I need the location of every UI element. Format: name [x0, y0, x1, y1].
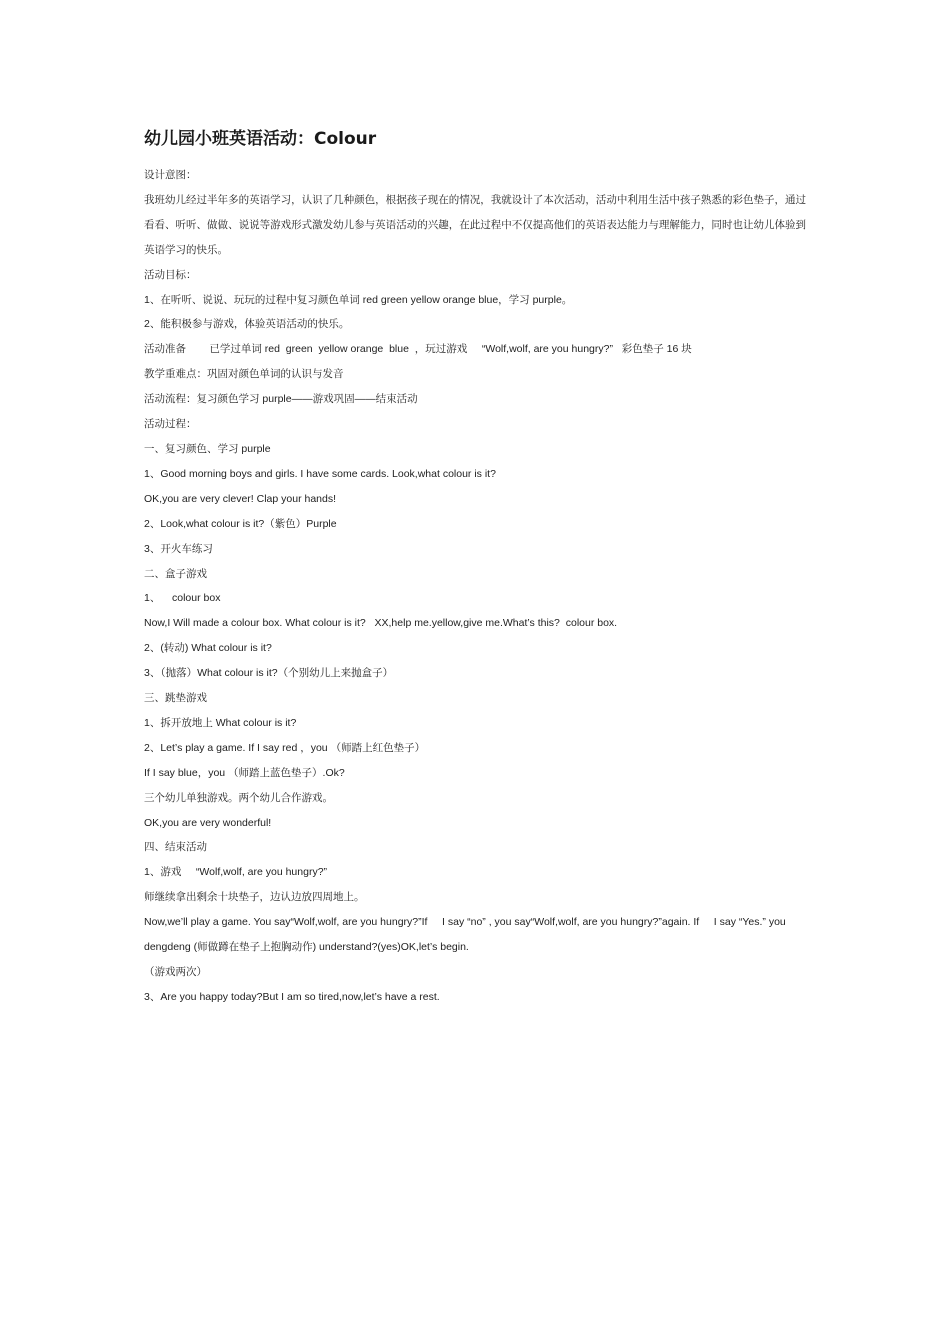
section-heading: 活动过程： — [144, 418, 197, 431]
text-line: 3、（抛落）What colour is it?（个别幼儿上来抛盒子） — [144, 667, 394, 680]
section-heading: 四、结束活动 — [144, 841, 207, 854]
text-line: 1、 colour box — [144, 592, 221, 605]
text-line: 3、开火车练习 — [144, 542, 213, 555]
text-line: 教学重难点：巩固对颜色单词的认识与发音 — [144, 368, 344, 381]
text-line: 1、在听听、说说、玩玩的过程中复习颜色单词 red green yellow orange blue，学习 purple。 — [144, 293, 573, 306]
section-heading: 三、跳垫游戏 — [144, 692, 207, 705]
text-line: 1、Good morning boys and girls. I have some cards. Look,what colour is it? — [144, 467, 496, 480]
text-line: OK,you are very clever! Clap your hands! — [144, 492, 337, 505]
document-body — [144, 163, 806, 1010]
text-line: 三个幼儿单独游戏。两个幼儿合作游戏。 — [144, 791, 333, 804]
text-line: If I say blue，you （师踏上蓝色垫子）.Ok? — [144, 766, 345, 779]
text-line: 2、能积极参与游戏，体验英语活动的快乐。 — [144, 318, 350, 331]
text-line: （游戏两次） — [144, 966, 207, 978]
text-line: 2、Let’s play a game. If I say red ，you （师踏上红色垫子） — [144, 741, 426, 754]
text-line: 1、游戏 “Wolf,wolf, are you hungry?” — [144, 866, 328, 879]
section-heading: 设计意图： — [144, 169, 197, 181]
text-line: 师继续拿出剩余十块垫子，边认边放四周地上。 — [144, 891, 365, 904]
text-line: 2、(转动) What colour is it? — [144, 642, 272, 655]
paragraph: Now,we’ll play a game. You say“Wolf,wolf, are you hungry?”If I say “no” , you say“Wolf,wolf, are you hungry?”again. If I say “Yes.” you dengdeng (师做蹲在垫子上抱胸动作) understand?(yes)OK,let’s begin. — [144, 916, 789, 954]
text-line: 活动准备 已学过单词 red green yellow orange blue ，玩过游戏 “Wolf,wolf, are you hungry?” 彩色垫子 16 块 — [144, 343, 692, 356]
text-line: OK,you are very wonderful! — [144, 816, 272, 829]
text-line: 2、Look,what colour is it?（紫色）Purple — [144, 517, 337, 530]
paragraph: 我班幼儿经过半年多的英语学习，认识了几种颜色，根据孩子现在的情况，我就设计了本次活动，活动中利用生活中孩子熟悉的彩色垫子，通过看看、听听、做做、说说等游戏形式激发幼儿参与英语活动的兴趣，在此过程中不仅提高他们的英语表达能力与理解能力，同时也让幼儿体验到英语学习的快乐。 — [144, 193, 806, 256]
text-line: Now,I Will made a colour box. What colour is it? XX,help me.yellow,give me.What’s this? colour box. — [144, 617, 618, 630]
text-line: 1、拆开放地上 What colour is it? — [144, 716, 297, 729]
text-line: 活动流程：复习颜色学习 purple——游戏巩固——结束活动 — [144, 393, 418, 406]
text-line: 3、Are you happy today?But I am so tired,now,let’s have a rest. — [144, 990, 440, 1003]
section-heading: 二、盒子游戏 — [144, 567, 207, 580]
document-title: 幼儿园小班英语活动：Colour — [144, 129, 377, 149]
section-heading: 一、复习颜色、学习 purple — [144, 442, 271, 455]
section-heading: 活动目标： — [144, 268, 197, 281]
